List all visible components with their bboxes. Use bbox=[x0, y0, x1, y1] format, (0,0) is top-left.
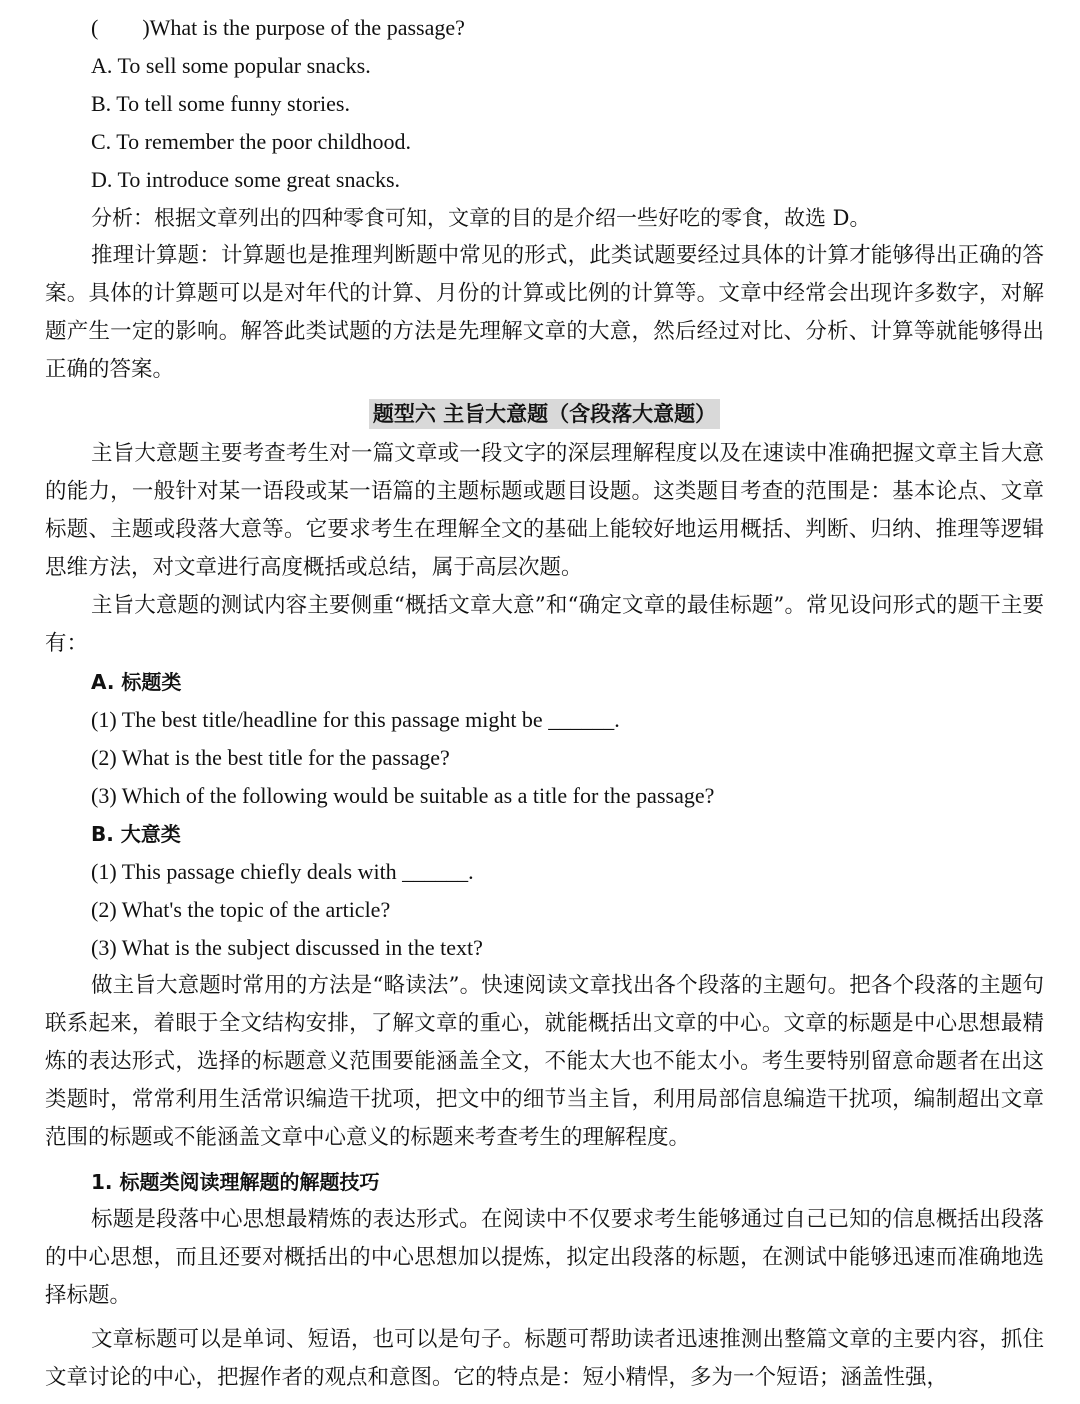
section-title: 题型六 主旨大意题（含段落大意题） bbox=[369, 399, 720, 429]
section-heading bbox=[45, 397, 1044, 435]
calc-paragraph: 推理计算题：计算题也是推理判断题中常见的形式，此类试题要经过具体的计算才能够得出正确的答案。具体的计算题可以是对年代的计算、月份的计算或比例的计算等。文章中经常会出现许多数字，对解题产生一定的影响。解答此类试题的方法是先理解文章的大意，然后经过对比、分析、计算等就能够得出正确的答案。 bbox=[45, 243, 1044, 382]
analysis-text: 分析：根据文章列出的四种零食可知，文章的目的是介绍一些好吃的零食，故选 D。 bbox=[91, 206, 871, 230]
method-paragraph: 做主旨大意题时常用的方法是“略读法”。快速阅读文章找出各个段落的主题句。把各个段落的主题句联系起来，着眼于全文结构安排，了解文章的重心，就能概括出文章的中心。文章的标题是中心思想最精炼的表达形式，选择的标题意义范围要能涵盖全文，不能太大也不能太小。考生要特别留意命题者在出这类题时，常常利用生活常识编造干扰项，把文中的细节当主旨，利用局部信息编造干扰项，编制超出文章范围的标题或不能涵盖文章中心意义的标题来考查考生的理解程度。 bbox=[45, 973, 1044, 1150]
option-d: D. To introduce some great snacks. bbox=[91, 167, 401, 192]
category-a-item-2: (2) What is the best title for the passage? bbox=[91, 745, 450, 770]
category-b-item-3: (3) What is the subject discussed in the text? bbox=[91, 935, 483, 960]
category-b-label: B. 大意类 bbox=[91, 822, 181, 846]
title-paragraph-1: 标题是段落中心思想最精炼的表达形式。在阅读中不仅要求考生能够通过自己已知的信息概括出段落的中心思想，而且还要对概括出的中心思想加以提炼，拟定出段落的标题，在测试中能够迅速而准确地选择标题。 bbox=[45, 1207, 1044, 1308]
intro-paragraph-2: 主旨大意题的测试内容主要侧重“概括文章大意”和“确定文章的最佳标题”。常见设问形式的题干主要有： bbox=[45, 593, 1044, 656]
option-a: A. To sell some popular snacks. bbox=[91, 53, 371, 78]
category-a-item-3: (3) Which of the following would be suitable as a title for the passage? bbox=[91, 783, 715, 808]
intro-paragraph-1: 主旨大意题主要考查考生对一篇文章或一段文字的深层理解程度以及在速读中准确把握文章主旨大意的能力，一般针对某一语段或某一语篇的主题标题或题目设题。这类题目考查的范围是：基本论点、文章标题、主题或段落大意等。它要求考生在理解全文的基础上能较好地运用概括、判断、归纳、推理等逻辑思维方法，对文章进行高度概括或总结，属于高层次题。 bbox=[45, 441, 1044, 580]
option-c: C. To remember the poor childhood. bbox=[91, 129, 412, 154]
subsection-title: 1. 标题类阅读理解题的解题技巧 bbox=[91, 1170, 380, 1194]
title-paragraph-2: 文章标题可以是单词、短语，也可以是句子。标题可帮助读者迅速推测出整篇文章的主要内容，抓住文章讨论的中心，把握作者的观点和意图。它的特点是：短小精悍，多为一个短语；涵盖性强， bbox=[45, 1327, 1044, 1390]
question-stem: ( )What is the purpose of the passage? bbox=[91, 15, 465, 40]
category-b-item-1: (1) This passage chiefly deals with ______. bbox=[91, 859, 474, 884]
category-a-label: A. 标题类 bbox=[91, 670, 182, 694]
option-b: B. To tell some funny stories. bbox=[91, 91, 350, 116]
category-a-item-1: (1) The best title/headline for this passage might be ______. bbox=[91, 707, 620, 732]
category-b-item-2: (2) What's the topic of the article? bbox=[91, 897, 391, 922]
